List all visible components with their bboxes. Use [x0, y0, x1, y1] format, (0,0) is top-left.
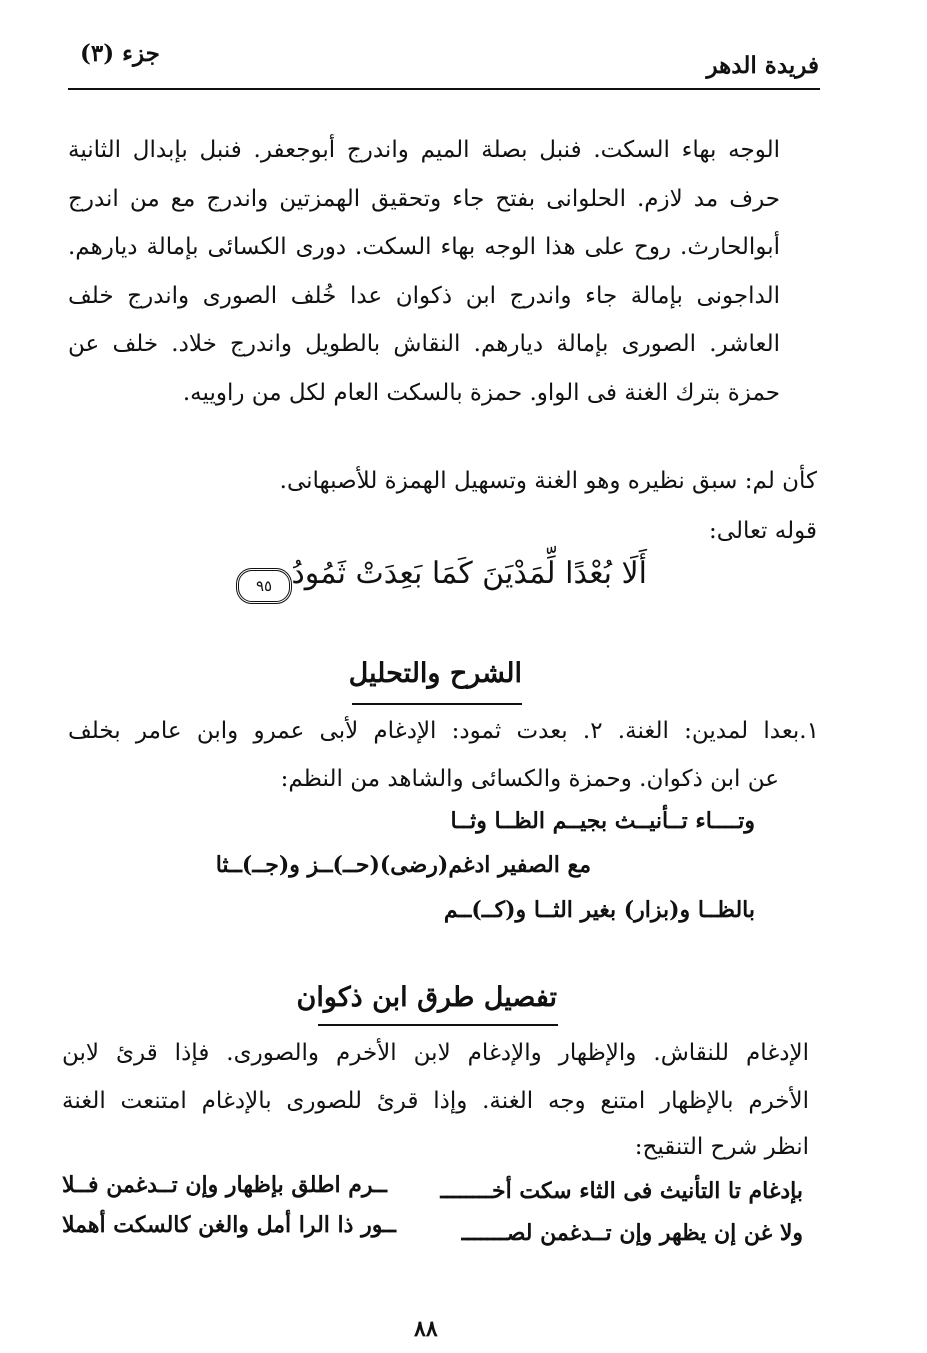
book-title: فريدة الدهر: [706, 52, 819, 79]
section-title-tafsil: تفصيل طرق ابن ذكوان: [296, 982, 557, 1013]
section-title-sharh: الشرح والتحليل: [348, 658, 522, 689]
commentary-paragraph: الوجه بهاء السكت. فنبل بصلة الميم واندرج أبوجعفر. فنبل بإبدال الثانية حرف مد لازم. الحلوانى بفتح جاء وتحقيق الهمزتين واندرج مع من اندرج أبوالحارث. روح على هذا الوجه بهاء السكت. دورى الكسائى بإمالة ديارهم. الداجونى بإمالة جاء واندرج ابن ذكوان عدا خُلف الصورى واندرج خلف العاشر. الصورى بإمالة ديارهم. النقاش بالطويل واندرج خلاد. خلف عن حمزة بترك الغنة فى الواو. حمزة بالسكت العام لكل من راوييه.: [68, 137, 780, 406]
section-title-underline: [318, 1024, 558, 1026]
tafsil-line-1: الإدغام للنقاش. والإظهار والإدغام لابن الأخرم والصورى. فإذا قرئ لابن: [62, 1040, 809, 1066]
tanqih-verse-1-first-half: بإدغام تا التأنيث فى الثاء سكت أخــــــــ: [440, 1178, 803, 1204]
section-title-underline: [352, 703, 522, 705]
poem-line-1: وتــــاء تــأنيــث بجيــم الظــا وثــا: [450, 808, 755, 834]
ayah-number-mark: ٩٥: [236, 568, 292, 604]
poem-line-3: بالظــا و(بزار) بغير الثــا و(كــ)ــم: [443, 897, 755, 923]
qawluhu-label: قوله تعالى:: [709, 518, 817, 544]
tanqih-verse-2-second-half: ــور ذا الرا أمل والغن كالسكت أهملا: [62, 1212, 396, 1238]
sharh-line-2: عن ابن ذكوان. وحمزة والكسائى والشاهد من النظم:: [280, 766, 779, 792]
page-number: ٨٨: [414, 1316, 438, 1342]
poem-line-2: مع الصفير ادغم(رضى)(حــ)ــز و(جــ)ــثا: [215, 852, 591, 878]
tafsil-line-3: انظر شرح التنقيح:: [634, 1134, 809, 1160]
header-divider: [68, 88, 820, 90]
kaan-note: كأن لم: سبق نظيره وهو الغنة وتسهيل الهمزة للأصبهانى.: [279, 468, 817, 494]
tafsil-line-2: الأخرم بالإظهار امتنع وجه الغنة. وإذا قرئ للصورى بالإدغام امتنعت الغنة: [62, 1088, 809, 1114]
tanqih-verse-2-first-half: ولا غن إن يظهر وإن تــدغمن لصـــــــ: [461, 1220, 803, 1246]
part-label: جزء (٣): [80, 40, 160, 67]
quran-verse: أَلَا بُعْدًا لِّمَدْيَنَ كَمَا بَعِدَتْ ثَمُودُ: [291, 556, 647, 591]
tanqih-verse-1-second-half: ــرم اطلق بإظهار وإن تــدغمن فــلا: [62, 1172, 387, 1198]
sharh-line-1: ١.بعدا لمدين: الغنة. ٢. بعدت ثمود: الإدغام لأبى عمرو وابن عامر بخلف: [68, 718, 819, 744]
